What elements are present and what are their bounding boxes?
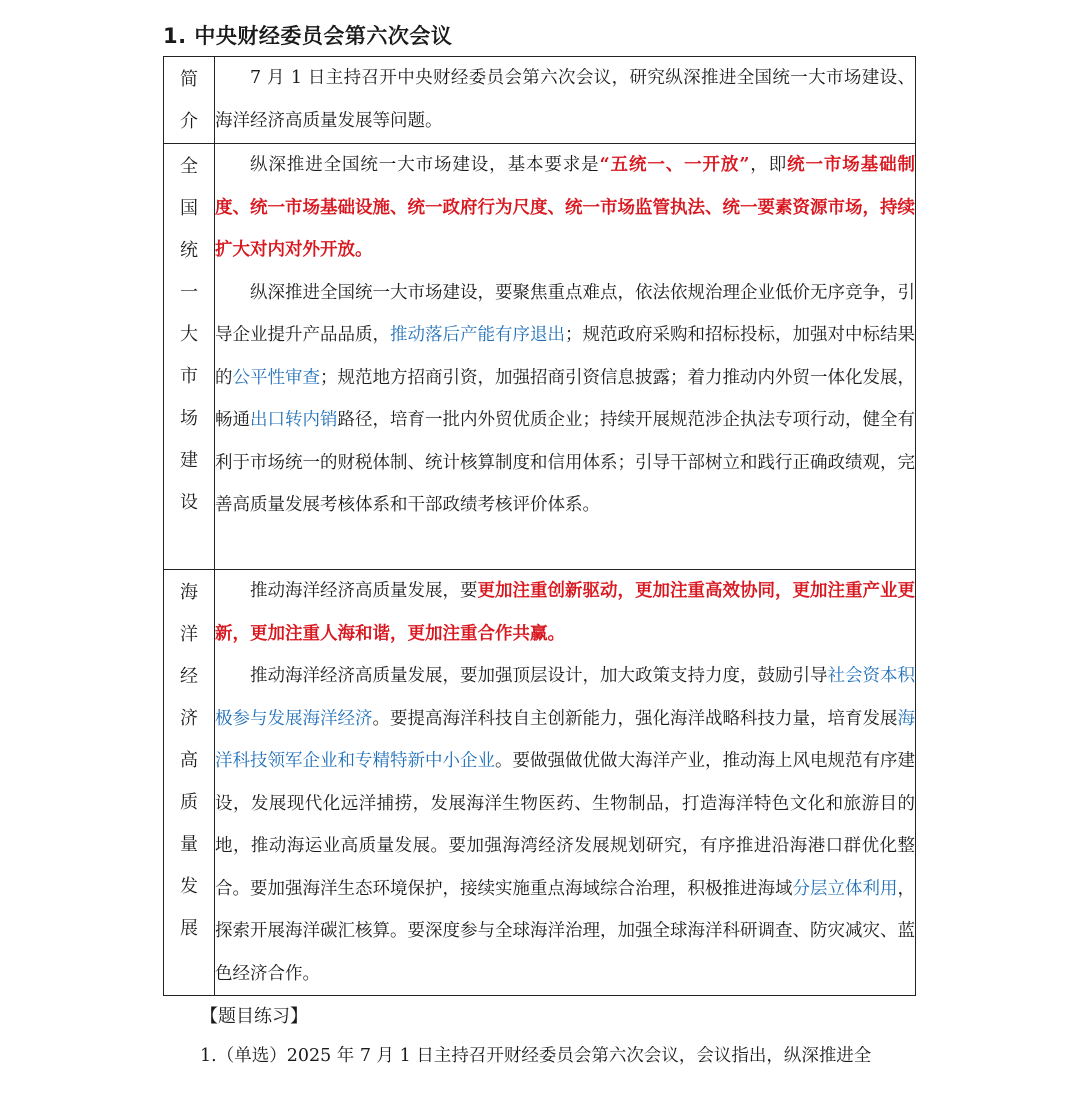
body-text: ；规范地方招商引资，加强招商引资信息披露；着力推动内外贸一体化发展，畅通 (215, 367, 915, 430)
content-paragraph (215, 570, 915, 655)
highlight-blue-text: 推动落后产能有序退出 (390, 325, 565, 345)
highlight-blue-text: 社会资本积极参与发展海洋经济 (215, 666, 915, 729)
table-row-intro-row (164, 57, 916, 144)
row-label-cell (164, 570, 215, 996)
content-paragraph (215, 655, 915, 995)
content-paragraph (215, 272, 915, 527)
highlight-red-text: “五统一、一开放” (599, 155, 750, 175)
row-label: 简介 (180, 69, 198, 132)
row-label-cell (164, 57, 215, 144)
body-text: 路径，培育一批内外贸优质企业；持续开展规范涉企执法专项行动，健全有利于市场统一的财税体制、统计核算制度和信用体系；引导干部树立和践行正确政绩观，完善高质量发展考核体系和干部政绩考核评价体系。 (215, 410, 915, 515)
body-text: 。要提高海洋科技自主创新能力，强化海洋战略科技力量，培育发展 (372, 708, 898, 729)
body-text: ，探索开展海洋碳汇核算。要深度参与全球海洋治理，加强全球海洋科研调查、防灾减灾、蓝色经济合作。 (215, 878, 915, 984)
row-content-cell (215, 57, 916, 144)
content-paragraph (215, 144, 915, 272)
highlight-red-text: 统一市场基础制度、统一市场基础设施、统一政府行为尺度、统一市场监管执法、统一要素资源市场，持续扩大对内对外开放。 (215, 155, 916, 260)
content-paragraph (215, 57, 915, 142)
section-heading: 1. 中央财经委员会第六次会议 (163, 24, 453, 48)
highlight-blue-text: 分层立体利用 (792, 878, 898, 899)
meeting-summary-table (163, 56, 916, 996)
row-content-cell (215, 144, 916, 570)
body-text: ；规范政府采购和招标投标，加强对中标结果的 (215, 325, 915, 388)
row-content-cell (215, 570, 916, 996)
exercise-title: 【题目练习】 (200, 1006, 308, 1027)
body-text: 纵深推进全国统一大市场建设，基本要求是 (250, 155, 600, 175)
highlight-red-text: 更加注重创新驱动，更加注重高效协同，更加注重产业更新，更加注重人海和谐，更加注重合作共赢。 (215, 581, 915, 644)
body-text: 推动海洋经济高质量发展，要加强顶层设计，加大政策支持力度，鼓励引导 (250, 666, 828, 686)
body-text: 。要做强做优做大海洋产业，推动海上风电规范有序建设，发展现代化远洋捕捞，发展海洋生物医药、生物制品，打造海洋特色文化和旅游目的地，推动海运业高质量发展。要加强海湾经济发展规划研究，有序推进沿海港口群优化整合。要加强海洋生态环境保护，接续实施重点海域综合治理，积极推进海域 (215, 751, 915, 899)
body-text: 纵深推进全国统一大市场建设，要聚焦重点难点，依法依规治理企业低价无序竞争，引导企业提升产品品质， (215, 282, 915, 345)
row-label: 全国统一大市场建设 (180, 156, 198, 513)
highlight-blue-text: 出口转内销 (250, 410, 338, 430)
row-label: 海洋经济高质量发展 (180, 582, 198, 939)
body-text: 7 月 1 日主持召开中央财经委员会第六次会议，研究纵深推进全国统一大市场建设、海洋经济高质量发展等问题。 (215, 68, 915, 131)
table-row-marine-economy-row (164, 570, 916, 996)
table-row-unified-market-row (164, 144, 916, 570)
highlight-blue-text: 公平性审查 (232, 367, 320, 388)
row-label-cell (164, 144, 215, 570)
body-text: 推动海洋经济高质量发展，要 (250, 581, 478, 601)
highlight-blue-text: 海洋科技领军企业和专精特新中小企业 (215, 708, 915, 771)
exercise-question: 1.（单选）2025 年 7 月 1 日主持召开财经委员会第六次会议，会议指出，纵深推进全 (200, 1046, 872, 1066)
body-text: ，即 (749, 155, 788, 175)
